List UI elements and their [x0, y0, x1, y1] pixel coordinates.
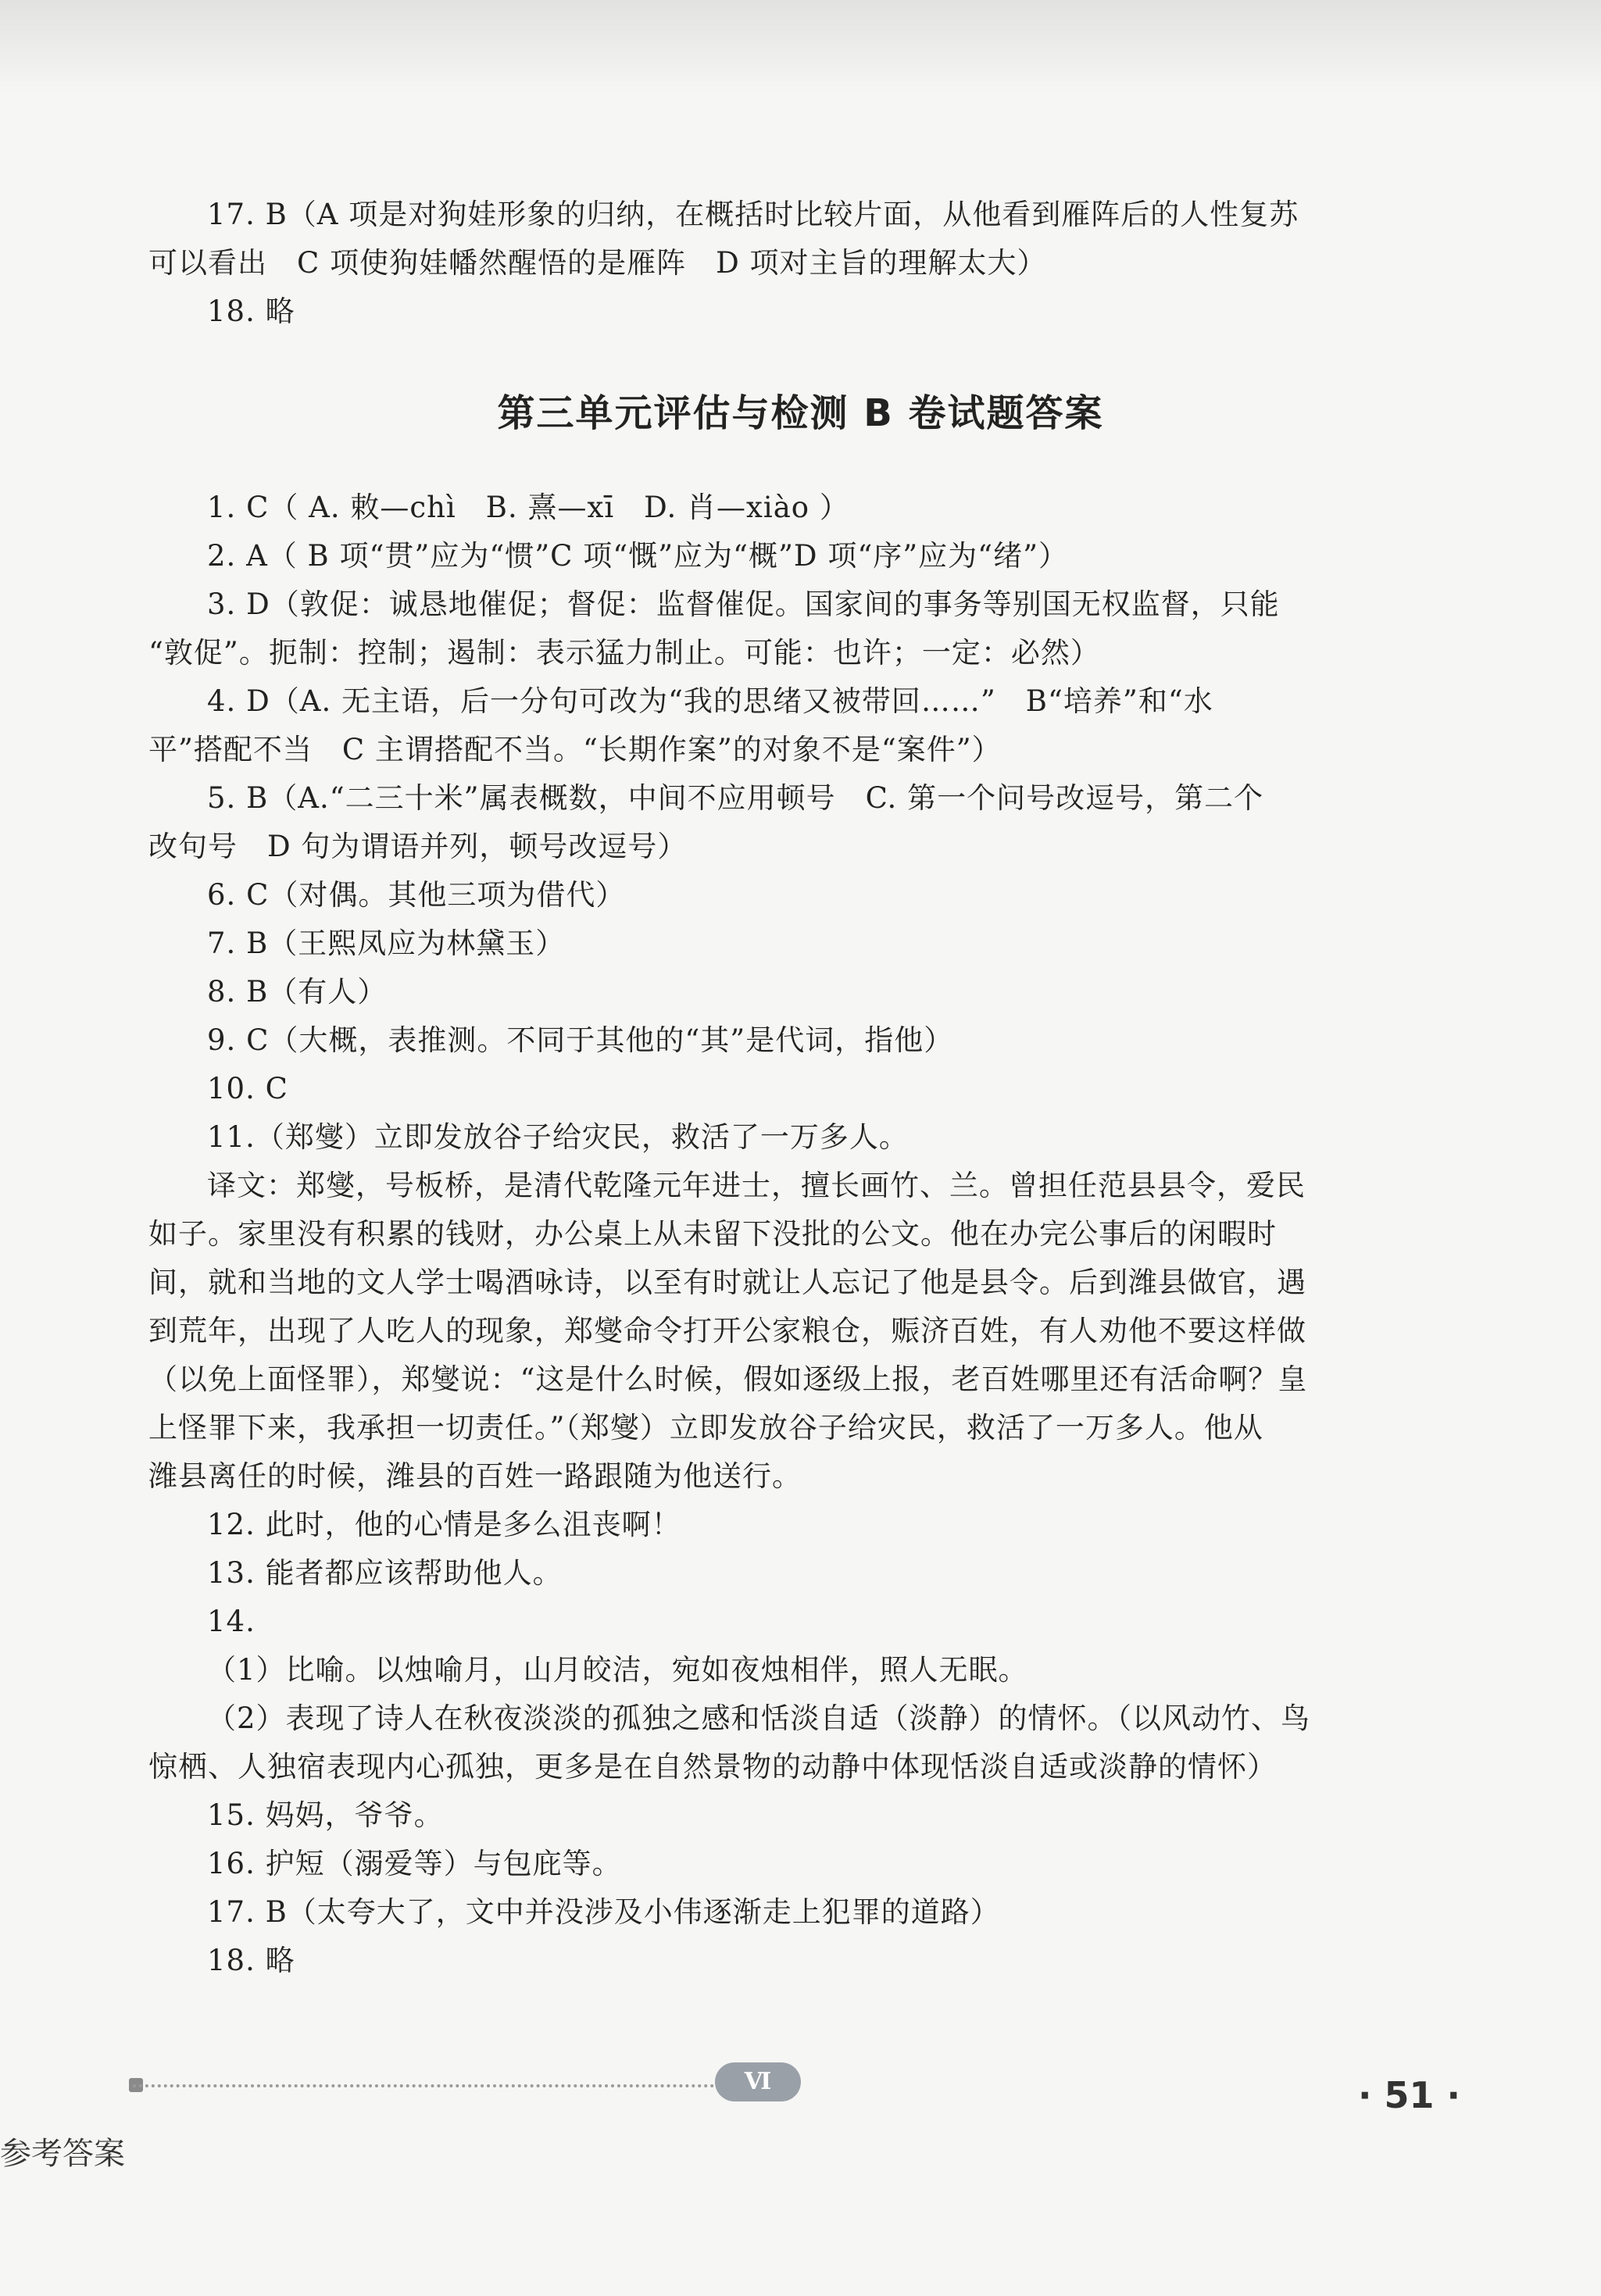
- translation-line: （以免上面怪罪），郑燮说：“这是什么时候，假如逐级上报，老百姓哪里还有活命啊？皇: [148, 1362, 1308, 1396]
- answer-line: 12. 此时，他的心情是多么沮丧啊！: [207, 1508, 681, 1541]
- translation-line: 译文：郑燮，号板桥，是清代乾隆元年进士，擅长画竹、兰。曾担任范县县令，爱民: [207, 1169, 1306, 1202]
- answer-line: “敦促”。扼制：控制；遏制：表示猛力制止。可能：也许；一定：必然）: [148, 636, 1100, 670]
- answer-line: 9. C（大概，表推测。不同于其他的“其”是代词，指他）: [207, 1023, 954, 1057]
- answer-line: 7. B（王熙凤应为林黛玉）: [207, 927, 566, 960]
- page-number: · 51 ·: [1358, 2074, 1460, 2116]
- roman-numeral-badge: Ⅵ: [715, 2062, 801, 2101]
- answer-line: 16. 护短（溺爱等）与包庇等。: [207, 1847, 622, 1880]
- answer-line: 5. B（A.“二三十米”属表概数，中间不应用顿号 C. 第一个问号改逗号，第二个: [207, 781, 1264, 815]
- section-title: 第三单元评估与检测 B 卷试题答案: [497, 391, 1104, 435]
- answer-line: 惊栖、人独宿表现内心孤独，更多是在自然景物的动静中体现恬淡自适或淡静的情怀）: [148, 1750, 1277, 1784]
- answer-line: （1）比喻。以烛喻月，山月皎洁，宛如夜烛相伴，照人无眠。: [207, 1653, 1028, 1687]
- translation-line: 间，就和当地的文人学士喝酒咏诗，以至有时就让人忘记了他是县令。后到潍县做官，遇: [148, 1266, 1306, 1299]
- answer-line: 18. 略: [207, 295, 295, 328]
- translation-line: 上怪罪下来，我承担一切责任。”（郑燮）立即发放谷子给灾民，救活了一万多人。他从: [148, 1411, 1263, 1444]
- answer-line: 1. C（ A. 敕—chì B. 熹—xī D. 肖—xiào ）: [207, 491, 849, 524]
- answer-line: 8. B（有人）: [207, 975, 388, 1009]
- translation-line: 潍县离任的时候，潍县的百姓一路跟随为他送行。: [148, 1459, 802, 1493]
- translation-line: 到荒年，出现了人吃人的现象，郑燮命令打开公家粮仓，赈济百姓，有人劝他不要这样做: [148, 1314, 1306, 1348]
- answer-line: （2）表现了诗人在秋夜淡淡的孤独之感和恬淡自适（淡静）的情怀。（以风动竹、鸟: [207, 1701, 1311, 1735]
- answer-line: 平”搭配不当 C 主谓搭配不当。“长期作案”的对象不是“案件”）: [148, 733, 1002, 766]
- translation-line: 如子。家里没有积累的钱财，办公桌上从未留下没批的公文。他在办完公事后的闲暇时: [148, 1217, 1277, 1251]
- footer-rule: [133, 2084, 727, 2087]
- top-shadow: [0, 0, 1601, 94]
- answer-line: 14.: [207, 1605, 256, 1638]
- answer-line: 11.（郑燮）立即发放谷子给灾民，救活了一万多人。: [207, 1120, 909, 1154]
- answer-line: 15. 妈妈，爷爷。: [207, 1798, 444, 1832]
- answer-line: 13. 能者都应该帮助他人。: [207, 1556, 563, 1590]
- answer-line: 可以看出 C 项使狗娃幡然醒悟的是雁阵 D 项对主旨的理解太大）: [148, 246, 1047, 280]
- answer-line: 17. B（太夸大了，文中并没涉及小伟逐渐走上犯罪的道路）: [207, 1895, 1000, 1929]
- answer-line: 18. 略: [207, 1944, 295, 1977]
- answer-line: 4. D（A. 无主语，后一分句可改为“我的思绪又被带回……” B“培养”和“水: [207, 684, 1213, 718]
- answer-line: 改句号 D 句为谓语并列，顿号改逗号）: [148, 830, 688, 863]
- answer-line: 17. B（A 项是对狗娃形象的归纳，在概括时比较片面，从他看到雁阵后的人性复苏: [207, 198, 1299, 231]
- answer-line: 6. C（对偶。其他三项为借代）: [207, 878, 626, 912]
- answer-line: 2. A（ B 项“贯”应为“惯”C 项“慨”应为“概”D 项“序”应为“绪”）: [207, 539, 1068, 573]
- section-label: 参考答案: [0, 2136, 125, 2172]
- answer-line: 3. D（敦促：诚恳地催促；督促：监督催促。国家间的事务等别国无权监督，只能: [207, 587, 1280, 621]
- answer-line: 10. C: [207, 1072, 288, 1105]
